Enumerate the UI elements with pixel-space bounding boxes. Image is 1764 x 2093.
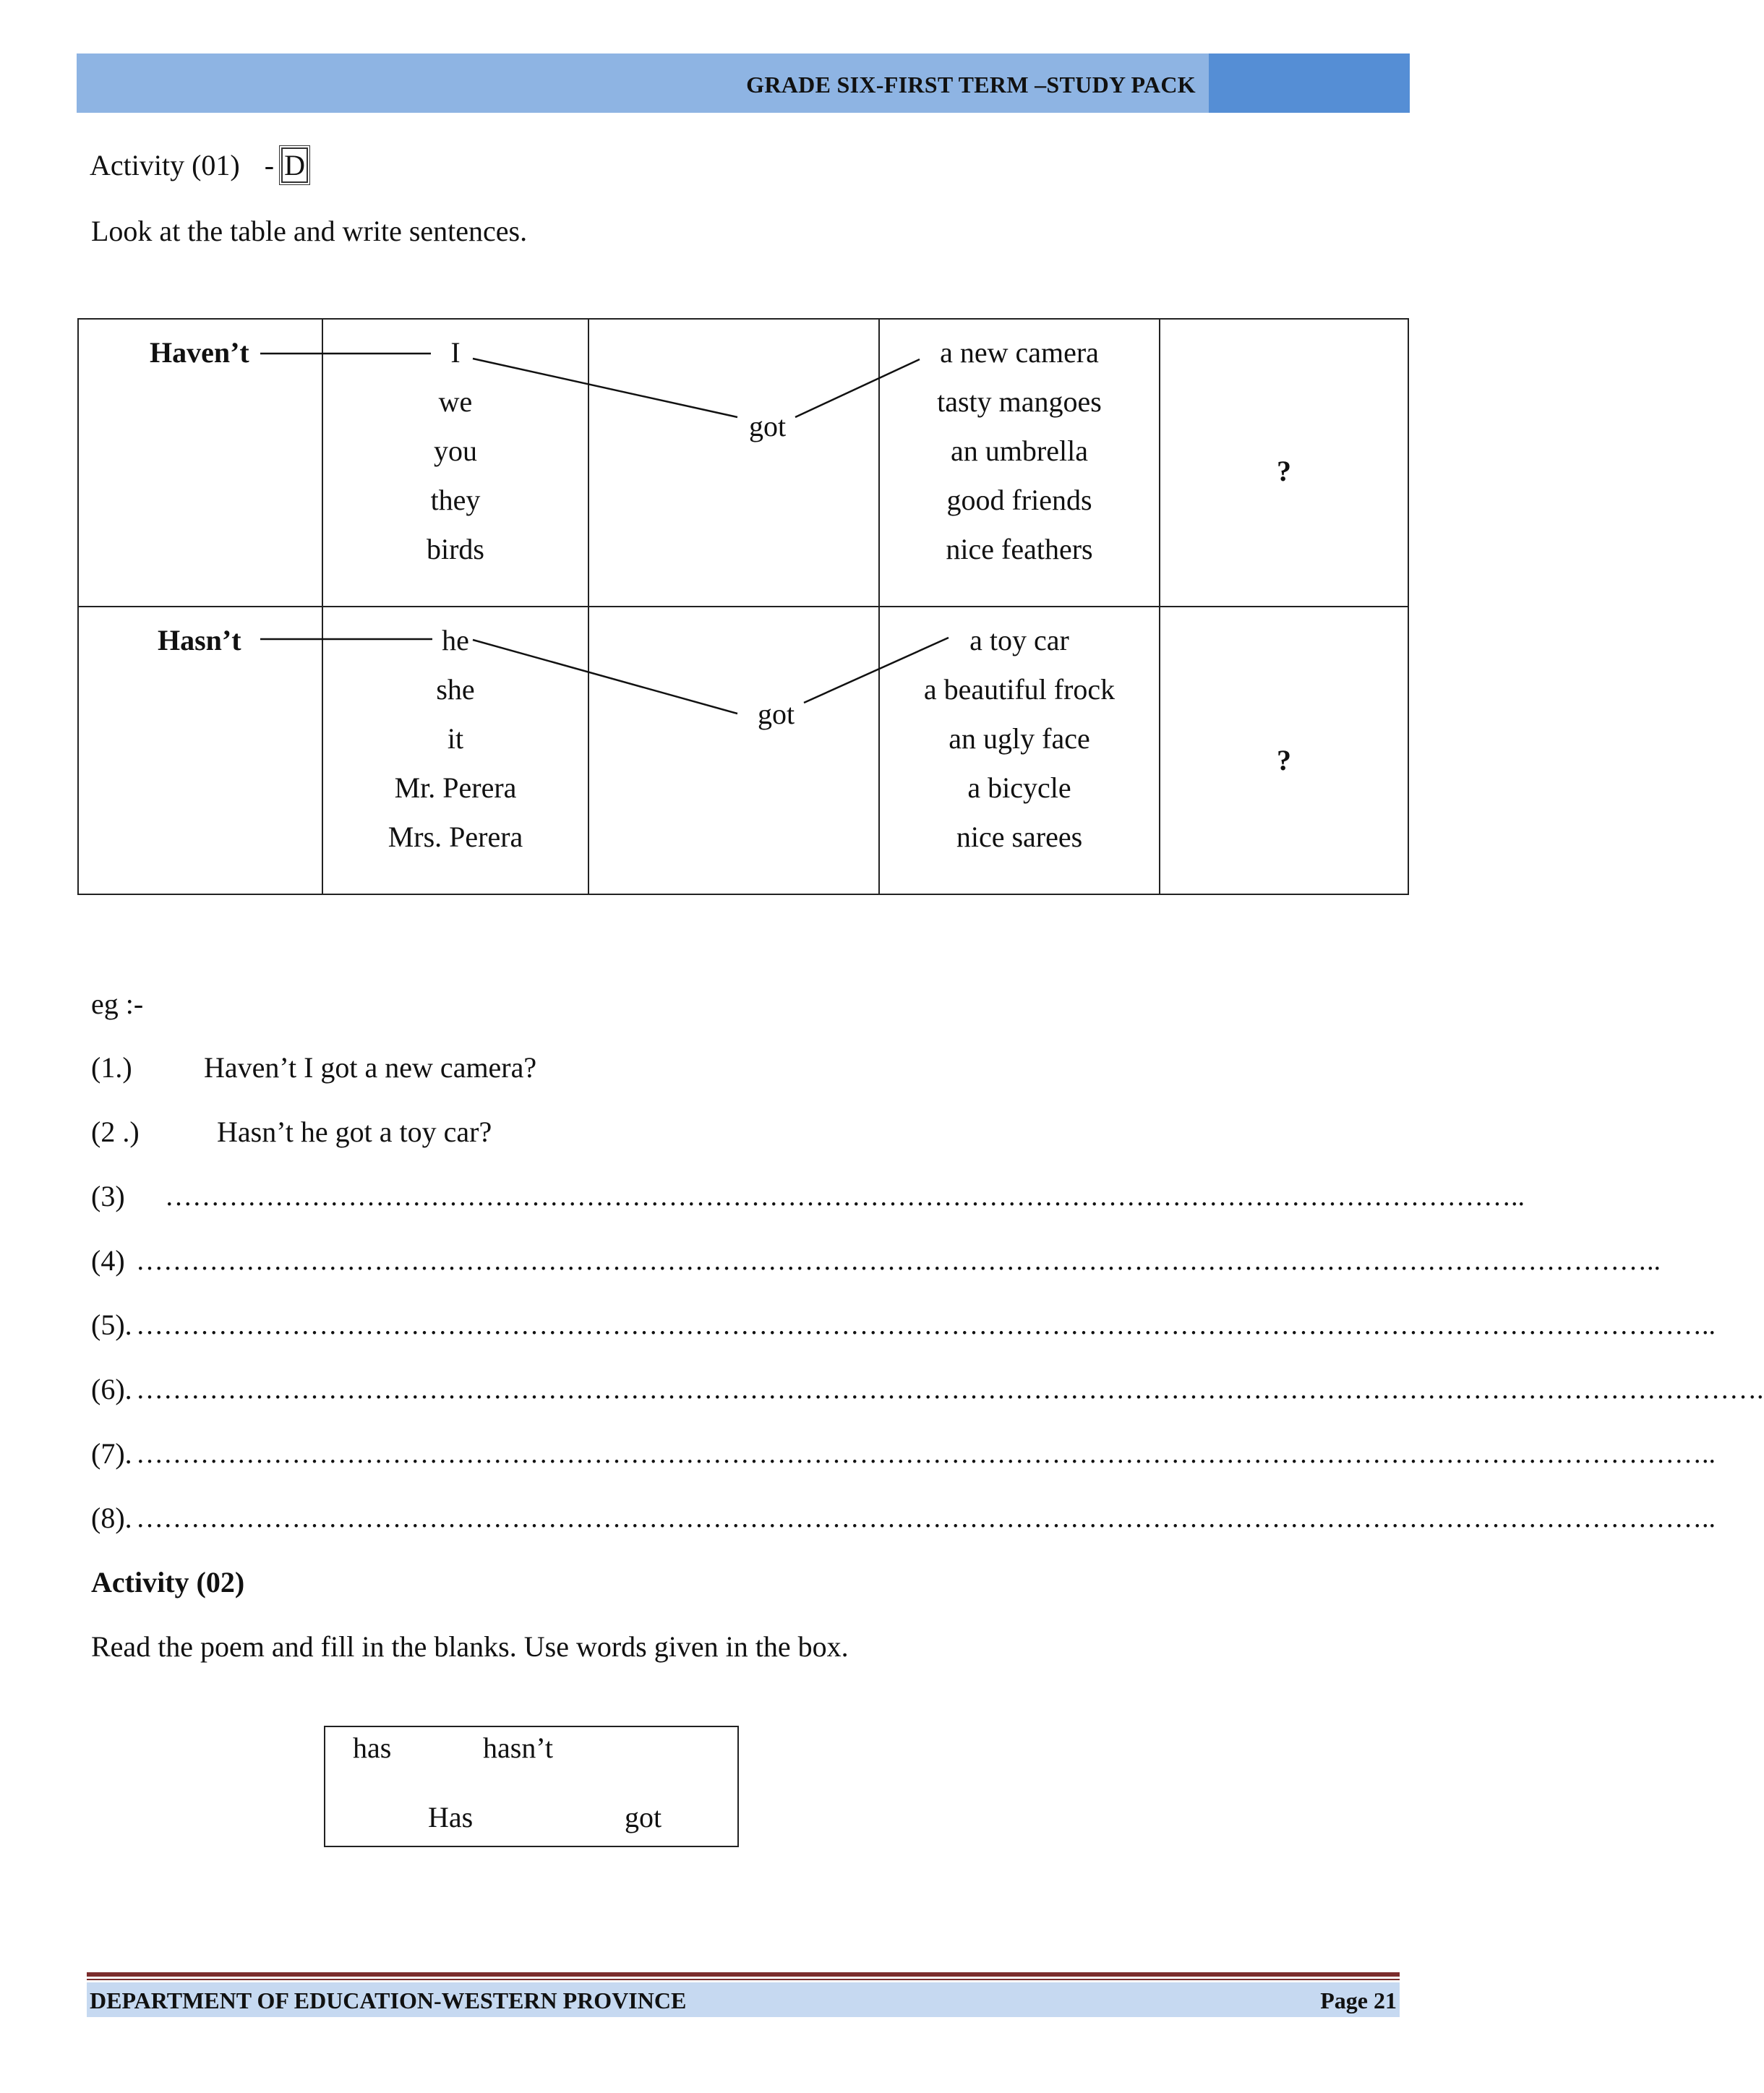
blank-number: (4): [91, 1244, 125, 1277]
row1-object: nice feathers: [946, 533, 1093, 565]
row2-question-mark: ?: [1277, 744, 1291, 776]
row1-subject: we: [438, 385, 473, 418]
row2-subject: Mrs. Perera: [388, 821, 523, 853]
examples-label: eg :-: [91, 988, 144, 1020]
row1-object: an umbrella: [951, 435, 1088, 467]
word-box-item: Has: [428, 1801, 474, 1833]
word-box-item: got: [625, 1801, 662, 1833]
row1-verb: got: [749, 410, 787, 442]
row2-subject: Mr. Perera: [394, 771, 517, 804]
blank-line: ………………………………………………………………………………………………………………………………………………………..: [136, 1439, 1716, 1469]
row2-subject: it: [447, 722, 464, 755]
row1-object: good friends: [946, 484, 1092, 516]
activity1-instruction: Look at the table and write sentences.: [91, 215, 528, 247]
footer-rule: [87, 1972, 1400, 1977]
activity1-dash: -: [264, 149, 275, 181]
row2-object: a beautiful frock: [923, 673, 1116, 706]
blank-number: (3): [91, 1180, 125, 1212]
word-box-item: hasn’t: [483, 1732, 554, 1764]
row2-verb: got: [758, 698, 795, 730]
blank-line: …………………………………………………………………………………………………………………………………..: [165, 1181, 1525, 1212]
example-number: (1.): [91, 1051, 132, 1084]
page-number: Page 21: [1320, 1987, 1397, 2013]
blank-line: ………………………………………………………………………………………………………………………………………………………..: [136, 1503, 1716, 1533]
row2-object: a bicycle: [967, 771, 1071, 804]
row1-objects: [880, 335, 1159, 581]
row1-subject: birds: [427, 533, 484, 565]
example-number: (2 .): [91, 1116, 140, 1148]
blank-number: (6).: [91, 1373, 132, 1405]
word-box-item: has: [353, 1732, 392, 1764]
row2-object: a toy car: [969, 624, 1069, 656]
row2-subject: she: [436, 673, 475, 706]
row2-objects: [880, 623, 1159, 869]
blank-line: …………………………………………………………………………………………………………………………………………………..: [136, 1246, 1661, 1276]
row2-lead: Hasn’t: [158, 624, 241, 656]
footer-department: DEPARTMENT OF EDUCATION-WESTERN PROVINCE: [90, 1987, 687, 2013]
blank-number: (7).: [91, 1437, 132, 1470]
activity2-title: Activity (02): [91, 1566, 245, 1598]
blank-line: …………………………………………………………………………………………………………………………………………………………….: [136, 1374, 1764, 1405]
row1-subject: they: [430, 484, 481, 516]
row1-question-mark: ?: [1277, 455, 1291, 487]
row2-subject: he: [442, 624, 469, 656]
row1-lead: Haven’t: [150, 336, 249, 369]
footer-rule: [87, 1979, 1400, 1980]
row2-object: an ugly face: [949, 722, 1090, 755]
row1-object: tasty mangoes: [937, 385, 1102, 418]
row2-subjects: [323, 623, 588, 869]
row1-object: a new camera: [940, 336, 1099, 369]
row2-object: nice sarees: [956, 821, 1083, 853]
blank-number: (8).: [91, 1502, 132, 1534]
row1-subjects: [323, 335, 588, 581]
activity1-badge: D: [281, 147, 308, 183]
example-sentence: Hasn’t he got a toy car?: [217, 1116, 492, 1148]
row1-subject: I: [450, 336, 461, 369]
activity1-title: Activity (01): [90, 149, 240, 181]
activity2-instruction: Read the poem and fill in the blanks. Use words given in the box.: [91, 1630, 849, 1663]
blank-line: ………………………………………………………………………………………………………………………………………………………..: [136, 1310, 1716, 1340]
row1-subject: you: [434, 435, 477, 467]
header-title: GRADE SIX-FIRST TERM –STUDY PACK: [746, 72, 1196, 98]
blank-number: (5).: [91, 1309, 132, 1341]
example-sentence: Haven’t I got a new camera?: [204, 1051, 537, 1084]
